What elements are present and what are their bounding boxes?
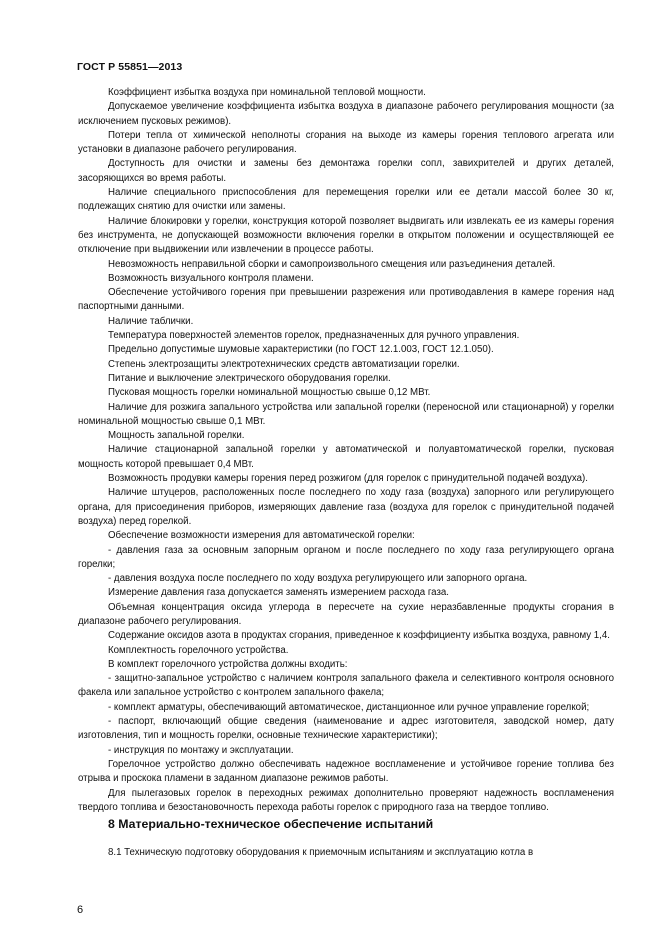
paragraph: В комплект горелочного устройства должны входить:	[108, 658, 348, 670]
paragraph: - давления воздуха после последнего по ходу воздуха регулирующего или запорного органа.	[108, 573, 528, 585]
paragraph: Степень электрозащиты электротехнических средств автоматизации горелки.	[108, 358, 460, 370]
paragraph: Наличие стационарной запальной горелки у автоматической и полуавтоматической горелки, пусковая мощность которой превышает 0,4 МВт.	[78, 444, 614, 470]
paragraph: Допускаемое увеличение коэффициента избытка воздуха в диапазоне рабочего регулирования мощности (за исключением пусковых режимов).	[78, 101, 614, 127]
paragraph: - инструкция по монтажу и эксплуатации.	[108, 744, 294, 756]
paragraph: Питание и выключение электрического оборудования горелки.	[108, 372, 391, 384]
paragraph: Невозможность неправильной сборки и самопроизвольного смещения или разъединения деталей.	[108, 258, 556, 270]
paragraph: Потери тепла от химической неполноты сгорания на выходе из камеры горения теплового агрегата или установки в диапазоне рабочего регулирования.	[78, 129, 614, 156]
paragraph: Возможность продувки камеры горения перед розжигом (для горелок с принудительной подачей воздуха).	[108, 473, 588, 485]
paragraph: Наличие для розжига запального устройства или запальной горелки (переносной или стационарной) у горелки номинальной мощностью свыше 0,1 МВт.	[78, 401, 614, 427]
paragraph: - паспорт, включающий общие сведения (наименование и адрес изготовителя, заводской номер, дату изготовления, тип и мощность горелки, основные технические характеристики);	[78, 716, 614, 742]
page-number: 6	[77, 904, 84, 916]
paragraph: - защитно-запальное устройство с наличием контроля запального факела и селективного контроля основного факела или запальное устройство с контролем запального факела;	[78, 673, 614, 699]
paragraph: Наличие штуцеров, расположенных после последнего по ходу газа (воздуха) запорного или регулирующего органа, для присоединения приборов, измеряющих давление газа (воздуха для горелок с принудительной подачей воздуха) перед горелкой.	[78, 487, 614, 527]
paragraph: Доступность для очистки и замены без демонтажа горелки сопл, завихрителей и других деталей, засоряющихся во время работы.	[78, 158, 614, 184]
paragraph: Объемная концентрация оксида углерода в пересчете на сухие неразбавленные продукты сгорания в диапазоне рабочего регулирования.	[78, 601, 614, 627]
paragraph: Мощность запальной горелки.	[108, 430, 245, 442]
paragraph: Для пылегазовых горелок в переходных режимах дополнительно проверяют надежность воспламенения твердого топлива и безостановочность перехода работы горелок с природного газа на твердое топливо.	[78, 787, 614, 813]
paragraph: Пусковая мощность горелки номинальной мощностью свыше 0,12 МВт.	[108, 387, 431, 399]
document-header: ГОСТ Р 55851—2013	[77, 61, 183, 73]
paragraph: Возможность визуального контроля пламени.	[108, 272, 314, 284]
paragraph: Измерение давления газа допускается заменять измерением расхода газа.	[108, 587, 449, 599]
paragraph: Содержание оксидов азота в продуктах сгорания, приведенное к коэффициенту избытка воздуха, равному 1,4.	[108, 630, 610, 642]
paragraph: Коэффициент избытка воздуха при номинальной тепловой мощности.	[108, 87, 426, 98]
paragraph: Наличие таблички.	[108, 315, 194, 327]
paragraph: Горелочное устройство должно обеспечивать надежное воспламенение и устойчивое горение топлива без отрыва и проскока пламени в заданном диапазоне режимов работы.	[78, 758, 614, 785]
paragraph: Температура поверхностей элементов горелок, предназначенных для ручного управления.	[108, 330, 520, 342]
paragraph: Обеспечение устойчивого горения при превышении разрежения или противодавления в камере горения над паспортными данными.	[78, 287, 614, 313]
paragraph: - давления газа за основным запорным органом и после последнего по ходу газа регулирующего органа горелки;	[78, 544, 614, 570]
section-title: 8 Материально-техническое обеспечение испытаний	[108, 817, 434, 831]
paragraph: Комплектность горелочного устройства.	[108, 644, 289, 656]
paragraph: Обеспечение возможности измерения для автоматической горелки:	[108, 530, 415, 542]
paragraph: Наличие специального приспособления для перемещения горелки или ее детали массой более 30 кг, подлежащих снятию для очистки или замены.	[78, 187, 614, 213]
paragraph: 8.1 Техническую подготовку оборудования к приемочным испытаниям и эксплуатацию котла в	[108, 847, 534, 858]
paragraph: - комплект арматуры, обеспечивающий автоматическое, дистанционное или ручное управление горелкой;	[108, 701, 590, 713]
paragraph: Наличие блокировки у горелки, конструкция которой позволяет выдвигать или извлекать ее из камеры горения без инструмента, не допускающей возможности включения горелки в открытом положении и осуществляющей ее отключение при выдвижении или извлечении в процессе работы.	[78, 215, 614, 256]
document-body	[78, 86, 614, 815]
section-body	[78, 846, 614, 860]
paragraph: Предельно допустимые шумовые характеристики (по ГОСТ 12.1.003, ГОСТ 12.1.050).	[108, 344, 494, 356]
